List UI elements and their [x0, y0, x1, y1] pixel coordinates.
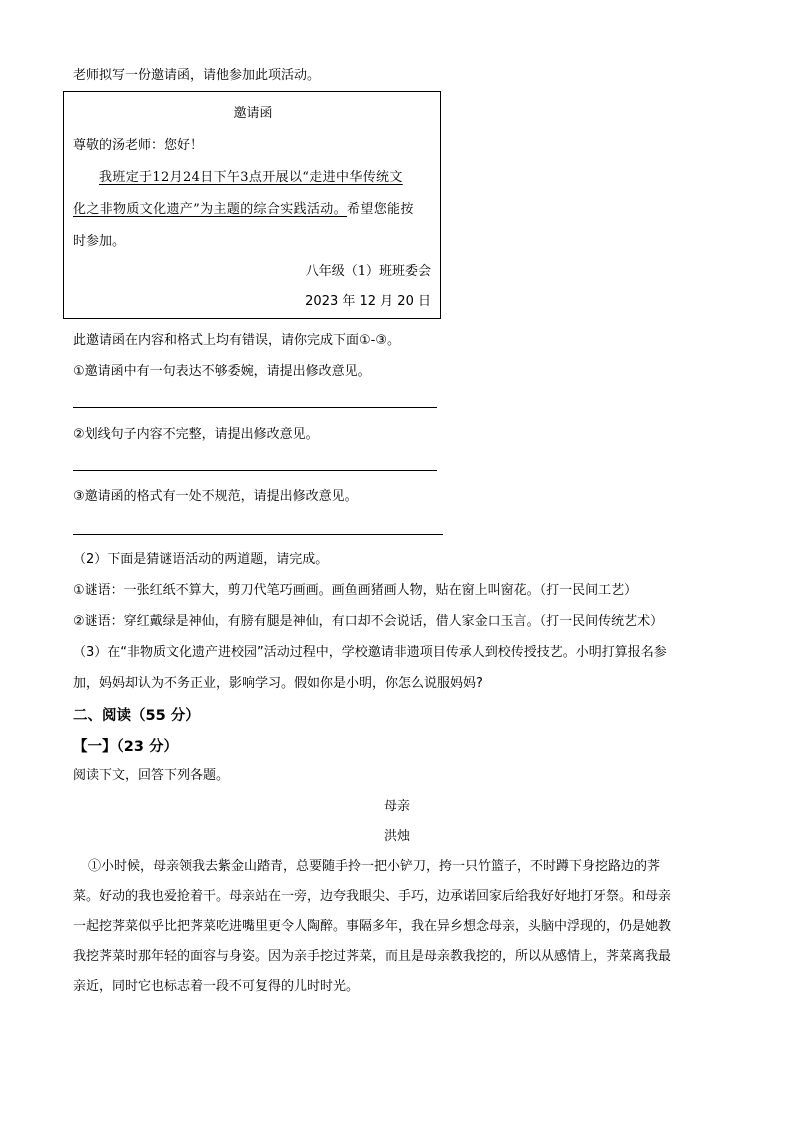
answer-line-1[interactable] — [73, 407, 437, 408]
part-1-heading: 【一】（23 分） — [73, 739, 178, 755]
paragraph-line-5: 亲近，同时它也标志着一段不可复得的儿时时光。 — [73, 979, 360, 994]
task-2: ②划线句子内容不完整，请提出修改意见。 — [73, 427, 319, 442]
underlined-sentence-part2: 化之非物质文化遗产”为主题的综合实践活动。 — [73, 202, 347, 217]
question-3-line2: 加，妈妈却认为不务正业，影响学习。假如你是小明，你怎么说服妈妈? — [73, 676, 483, 691]
invitation-body-line2-tail: 希望您能按 — [347, 202, 414, 217]
invitation-body-line3: 时参加。 — [73, 234, 126, 249]
paragraph-line-2: 菜。好动的我也爱抢着干。母亲站在一旁，边夸我眼尖、手巧，边承诺回家后给我好好地打牙祭。和母亲 — [73, 889, 672, 904]
reading-instruction: 阅读下文，回答下列各题。 — [73, 768, 230, 783]
task-3: ③邀请函的格式有一处不规范，请提出修改意见。 — [73, 489, 358, 504]
question-3-line1: （3）在“非物质文化遗产进校园”活动过程中，学校邀请非遗项目传承人到校传授技艺。小明打算报名参 — [73, 645, 667, 660]
question-2-title: （2）下面是猜谜语活动的两道题，请完成。 — [73, 552, 329, 567]
invitation-title: 邀请函 — [233, 106, 273, 121]
riddle-1: ①谜语：一张红纸不算大，剪刀代笔巧画画。画鱼画猪画人物，贴在窗上叫窗花。（打一民间工艺） — [73, 583, 638, 598]
invitation-date: 2023 年 12 月 20 日 — [305, 294, 431, 309]
answer-line-2[interactable] — [73, 470, 437, 471]
invitation-body-line2 — [73, 202, 414, 219]
paragraph-line-4: 我挖荠菜时那年轻的面容与身姿。因为亲手挖过荠菜，而且是母亲教我挖的，所以从感情上，荠菜离我最 — [73, 949, 672, 964]
underlined-sentence-part1: 我班定于12月24日下午3点开展以“走进中华传统文 — [99, 170, 403, 185]
invitation-greeting: 尊敬的汤老师：您好！ — [73, 138, 204, 153]
intro-line: 老师拟写一份邀请函，请他参加此项活动。 — [73, 68, 321, 83]
task-intro: 此邀请函在内容和格式上均有错误，请你完成下面①-③。 — [73, 333, 400, 348]
task-1: ①邀请函中有一句表达不够委婉，请提出修改意见。 — [73, 364, 371, 379]
paragraph-line-3: 一起挖荠菜似乎比把荠菜吃进嘴里更令人陶醉。事隔多年，我在异乡想念母亲，头脑中浮现的，仍是她教 — [73, 919, 672, 934]
article-author: 洪烛 — [383, 829, 410, 844]
invitation-box — [63, 91, 441, 319]
article-title: 母亲 — [383, 799, 410, 814]
invitation-body-line1 — [99, 170, 403, 187]
riddle-2: ②谜语：穿红戴绿是神仙，有膀有腿是神仙，有口却不会说话，借人家金口玉言。（打一民间传统艺术） — [73, 614, 664, 629]
invitation-signature: 八年级（1）班班委会 — [305, 264, 431, 279]
paragraph-line-1: ①小时候，母亲领我去紫金山踏青，总要随手拎一把小铲刀，挎一只竹篮子，不时蹲下身挖路边的荠 — [88, 859, 661, 874]
answer-line-3[interactable] — [73, 534, 443, 535]
section-2-heading: 二、阅读（55 分） — [73, 708, 200, 724]
